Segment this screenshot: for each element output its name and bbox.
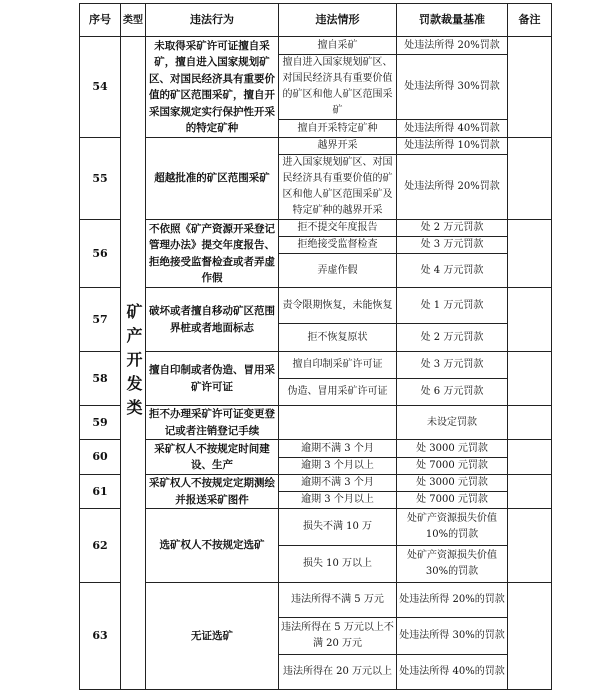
table-row — [80, 440, 552, 458]
penalty-standard: 处违法所得 30%罚款 — [397, 55, 508, 120]
violation-situation: 擅自印制采矿许可证 — [279, 352, 397, 379]
remark-cell — [508, 406, 552, 440]
penalty-standard: 处违法所得 20%的罚款 — [397, 583, 508, 618]
penalty-standard: 处 7000 元罚款 — [397, 458, 508, 475]
violation-situation: 违法所得在 20 万元以上 — [279, 655, 397, 690]
violation-act: 不依照《矿产资源开采登记管理办法》提交年度报告、拒绝接受监督检查或者弄虚作假 — [146, 220, 279, 288]
remark-cell — [508, 220, 552, 288]
violation-situation: 损失 10 万以上 — [279, 546, 397, 583]
penalty-standard: 处 1 万元罚款 — [397, 288, 508, 324]
penalty-standard: 处违法所得 30%的罚款 — [397, 618, 508, 655]
violation-situation: 越界开采 — [279, 138, 397, 155]
penalty-standard: 处 3 万元罚款 — [397, 237, 508, 254]
violation-situation: 进入国家规划矿区、对国民经济具有重要价值的矿区和他人矿区范围采矿及特定矿种的越界开采 — [279, 155, 397, 220]
remark-cell — [508, 352, 552, 406]
header-standard: 罚款裁量基准 — [397, 4, 508, 37]
violation-situation: 拒不提交年度报告 — [279, 220, 397, 237]
violation-situation: 拒不恢复原状 — [279, 324, 397, 352]
violation-situation: 伪造、冒用采矿许可证 — [279, 379, 397, 406]
table-row — [80, 220, 552, 237]
penalty-standard: 处违法所得 40%的罚款 — [397, 655, 508, 690]
violation-situation: 逾期不满 3 个月 — [279, 475, 397, 492]
row-number: 57 — [80, 288, 121, 352]
penalty-standard: 处违法所得 20%罚款 — [397, 37, 508, 55]
penalty-standard: 未设定罚款 — [397, 406, 508, 440]
remark-cell — [508, 37, 552, 138]
penalty-standard: 处 7000 元罚款 — [397, 492, 508, 509]
penalty-standard: 处 3000 元罚款 — [397, 475, 508, 492]
table-row — [80, 475, 552, 492]
row-number: 55 — [80, 138, 121, 220]
penalty-standard: 处矿产资源损失价值 30%的罚款 — [397, 546, 508, 583]
violation-situation — [279, 406, 397, 440]
row-number: 61 — [80, 475, 121, 509]
penalty-standard: 处 4 万元罚款 — [397, 254, 508, 288]
penalty-standard: 处违法所得 20%罚款 — [397, 155, 508, 220]
header-remark: 备注 — [508, 4, 552, 37]
violation-situation: 损失不满 10 万 — [279, 509, 397, 546]
row-number: 54 — [80, 37, 121, 138]
violation-situation: 违法所得在 5 万元以上不满 20 万元 — [279, 618, 397, 655]
remark-cell — [508, 509, 552, 583]
violation-act: 超越批准的矿区范围采矿 — [146, 138, 279, 220]
violation-situation: 逾期 3 个月以上 — [279, 492, 397, 509]
violation-situation: 擅自采矿 — [279, 37, 397, 55]
violation-act: 破坏或者擅自移动矿区范围界桩或者地面标志 — [146, 288, 279, 352]
row-number: 59 — [80, 406, 121, 440]
remark-cell — [508, 288, 552, 352]
violation-act: 采矿权人不按规定定期测绘并报送采矿图件 — [146, 475, 279, 509]
remark-cell — [508, 475, 552, 509]
penalty-standard: 处 2 万元罚款 — [397, 324, 508, 352]
penalty-standard: 处 6 万元罚款 — [397, 379, 508, 406]
header-type: 类型 — [121, 4, 146, 37]
violation-situation: 逾期不满 3 个月 — [279, 440, 397, 458]
table-row — [80, 37, 552, 55]
table-row — [80, 583, 552, 618]
penalty-table-wrapper — [79, 3, 552, 690]
table-row — [80, 352, 552, 379]
violation-situation: 违法所得不满 5 万元 — [279, 583, 397, 618]
table-row — [80, 406, 552, 440]
penalty-standard: 处违法所得 40%罚款 — [397, 120, 508, 138]
penalty-standard: 处违法所得 10%罚款 — [397, 138, 508, 155]
violation-act: 采矿权人不按规定时间建设、生产 — [146, 440, 279, 475]
violation-situation: 逾期 3 个月以上 — [279, 458, 397, 475]
row-number: 63 — [80, 583, 121, 690]
violation-situation: 拒绝接受监督检查 — [279, 237, 397, 254]
table-row — [80, 138, 552, 155]
table-row — [80, 509, 552, 546]
table-row — [80, 288, 552, 324]
penalty-standard: 处 2 万元罚款 — [397, 220, 508, 237]
row-number: 60 — [80, 440, 121, 475]
row-number: 56 — [80, 220, 121, 288]
violation-act: 擅自印制或者伪造、冒用采矿许可证 — [146, 352, 279, 406]
violation-situation: 弄虚作假 — [279, 254, 397, 288]
header-row — [80, 4, 552, 37]
category-cell: 矿产开发类 — [121, 37, 146, 690]
remark-cell — [508, 440, 552, 475]
header-no: 序号 — [80, 4, 121, 37]
violation-act: 拒不办理采矿许可证变更登记或者注销登记手续 — [146, 406, 279, 440]
violation-act: 未取得采矿许可证擅自采矿，擅自进入国家规划矿区、对国民经济具有重要价值的矿区范围采矿，擅自开采国家规定实行保护性开采的特定矿种 — [146, 37, 279, 138]
remark-cell — [508, 583, 552, 690]
violation-situation: 擅自开采特定矿种 — [279, 120, 397, 138]
penalty-standard: 处矿产资源损失价值 10%的罚款 — [397, 509, 508, 546]
violation-situation: 责令限期恢复，未能恢复 — [279, 288, 397, 324]
penalty-standard: 处 3000 元罚款 — [397, 440, 508, 458]
remark-cell — [508, 138, 552, 220]
header-situation: 违法情形 — [279, 4, 397, 37]
violation-act: 无证选矿 — [146, 583, 279, 690]
row-number: 62 — [80, 509, 121, 583]
penalty-table — [79, 3, 552, 690]
row-number: 58 — [80, 352, 121, 406]
violation-situation: 擅自进入国家规划矿区、对国民经济具有重要价值的矿区和他人矿区范围采矿 — [279, 55, 397, 120]
penalty-standard: 处 3 万元罚款 — [397, 352, 508, 379]
header-act: 违法行为 — [146, 4, 279, 37]
violation-act: 选矿权人不按规定选矿 — [146, 509, 279, 583]
